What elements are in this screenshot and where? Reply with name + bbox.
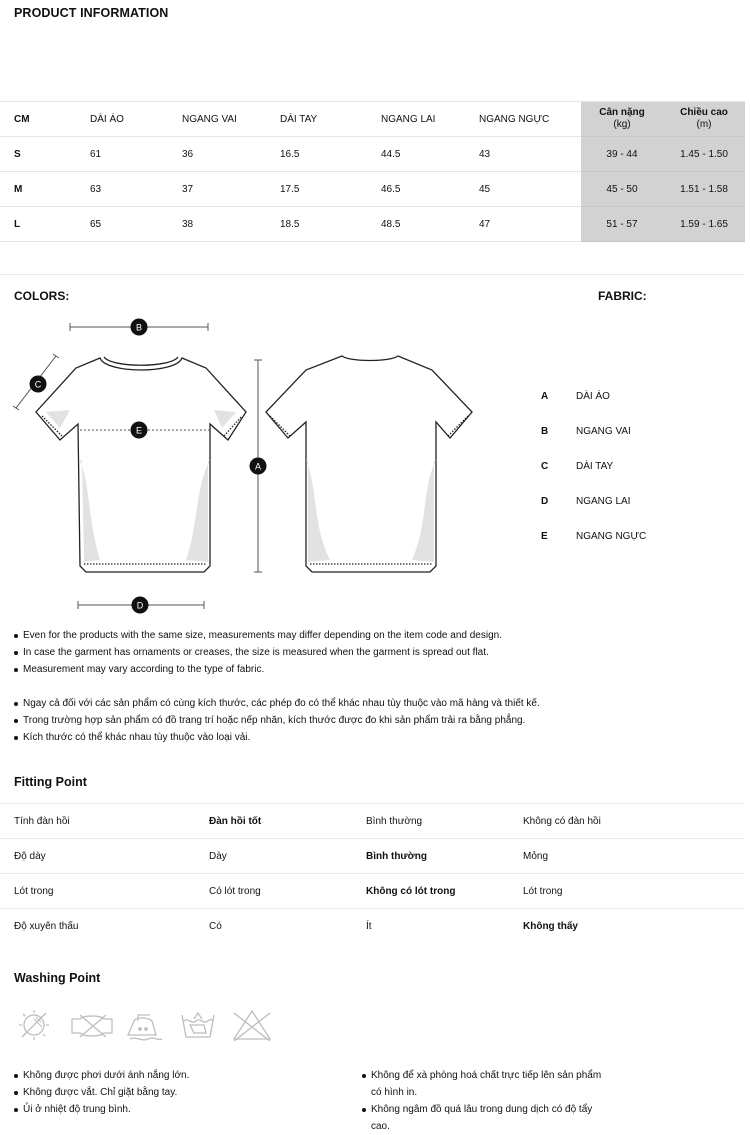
- fitting-option: Dày: [195, 839, 352, 874]
- size-cell: 65: [76, 207, 168, 242]
- fitting-option-selected: Không có lót trong: [352, 874, 509, 909]
- size-cell: 1.59 - 1.65: [663, 207, 745, 242]
- weight-unit: (kg): [613, 119, 631, 130]
- size-cell: 51 - 57: [581, 207, 663, 242]
- no-sun-dry-icon: [12, 1005, 66, 1045]
- legend-item: [541, 496, 646, 531]
- colors-label: COLORS:: [14, 289, 70, 303]
- note-item: Kích thước có thể khác nhau tùy thuộc vào loại vải.: [14, 729, 540, 746]
- wash-note: Không được phơi dưới ánh nắng lớn.: [14, 1067, 189, 1084]
- fitting-row: [0, 804, 745, 839]
- header-cm: CM: [0, 102, 76, 137]
- marker-a-label: A: [254, 461, 262, 472]
- legend-key: B: [541, 426, 549, 437]
- tshirt-back: [266, 356, 472, 572]
- wash-icons: [12, 1005, 282, 1045]
- fitting-option: Bình thường: [352, 804, 509, 839]
- legend-item: [541, 426, 646, 461]
- legend-key: C: [541, 461, 549, 472]
- hand-wash-icon: [174, 1005, 228, 1045]
- fabric-label: FABRIC:: [598, 289, 647, 303]
- measurement-legend: [541, 391, 646, 566]
- note-item: In case the garment has ornaments or creases, the size is measured when the garment is spread out flat.: [14, 644, 502, 661]
- wash-note: Không ngâm đồ quá lâu trong dung dịch có độ tẩy cao.: [362, 1101, 612, 1135]
- legend-item: [541, 391, 646, 426]
- fitting-label: Độ xuyên thấu: [0, 909, 195, 944]
- size-cell: 48.5: [367, 207, 465, 242]
- fitting-option: Ít: [352, 909, 509, 944]
- size-cell: 39 - 44: [581, 137, 663, 172]
- washing-point-title: Washing Point: [14, 971, 101, 985]
- header-height: [663, 102, 745, 137]
- fitting-option: Mỏng: [509, 839, 745, 874]
- header-ngang-nguc: NGANG NGỰC: [465, 102, 581, 137]
- legend-item: [541, 461, 646, 496]
- note-item: Measurement may vary according to the type of fabric.: [14, 661, 502, 678]
- size-cell: S: [0, 137, 76, 172]
- header-dai-ao: DÀI ÁO: [76, 102, 168, 137]
- marker-b-label: B: [135, 322, 143, 333]
- size-cell: 17.5: [266, 172, 367, 207]
- legend-label: NGANG LAI: [576, 496, 631, 507]
- no-bleach-icon: [228, 1005, 282, 1045]
- weight-label: Cân nặng: [599, 107, 645, 118]
- tshirt-front: [36, 357, 246, 572]
- legend-label: NGANG NGỰC: [576, 531, 647, 542]
- header-weight: [581, 102, 663, 137]
- size-cell: 46.5: [367, 172, 465, 207]
- legend-key: A: [541, 391, 549, 402]
- fitting-option-selected: Không thấy: [509, 909, 745, 944]
- notes-english: [14, 627, 502, 678]
- size-cell: 37: [168, 172, 266, 207]
- wash-note: Không được vắt. Chỉ giặt bằng tay.: [14, 1084, 189, 1101]
- marker-d-label: D: [136, 600, 144, 611]
- size-cell: 45: [465, 172, 581, 207]
- marker-e-label: E: [135, 425, 143, 436]
- size-table-header: [0, 102, 745, 137]
- fitting-option-selected: Đàn hồi tốt: [195, 804, 352, 839]
- fitting-option: Không có đàn hồi: [509, 804, 745, 839]
- medium-iron-icon: [120, 1005, 174, 1045]
- size-cell: L: [0, 207, 76, 242]
- size-row-s: [0, 137, 745, 172]
- no-wring-icon: [66, 1005, 120, 1045]
- header-ngang-vai: NGANG VAI: [168, 102, 266, 137]
- tshirt-measurement-diagram: [0, 310, 520, 620]
- legend-label: DÀI ÁO: [576, 391, 610, 402]
- fitting-label: Độ dày: [0, 839, 195, 874]
- size-row-l: [0, 207, 745, 242]
- marker-a: [250, 458, 267, 475]
- page-title: PRODUCT INFORMATION: [14, 6, 169, 20]
- notes-vietnamese: [14, 695, 540, 746]
- height-label: Chiều cao: [680, 107, 728, 118]
- marker-d: [132, 597, 149, 614]
- size-row-m: [0, 172, 745, 207]
- legend-key: E: [541, 531, 548, 542]
- note-item: Even for the products with the same size, measurements may differ depending on the item code and design.: [14, 627, 502, 644]
- size-cell: 43: [465, 137, 581, 172]
- size-cell: 16.5: [266, 137, 367, 172]
- legend-label: NGANG VAI: [576, 426, 631, 437]
- fitting-point-title: Fitting Point: [14, 775, 87, 789]
- fitting-option: Lót trong: [509, 874, 745, 909]
- fitting-row: [0, 909, 745, 944]
- size-cell: 45 - 50: [581, 172, 663, 207]
- marker-c: [30, 376, 47, 393]
- marker-c-label: C: [34, 379, 42, 390]
- size-cell: 1.51 - 1.58: [663, 172, 745, 207]
- size-table: [0, 101, 745, 242]
- header-ngang-lai: NGANG LAI: [367, 102, 465, 137]
- size-cell: 18.5: [266, 207, 367, 242]
- fitting-option: Có: [195, 909, 352, 944]
- height-unit: (m): [696, 119, 712, 130]
- size-cell: 63: [76, 172, 168, 207]
- wash-notes-left: [14, 1067, 189, 1118]
- legend-item: [541, 531, 646, 566]
- fitting-option-selected: Bình thường: [352, 839, 509, 874]
- size-cell: 1.45 - 1.50: [663, 137, 745, 172]
- fitting-row: [0, 874, 745, 909]
- wash-note: Ủi ở nhiệt độ trung bình.: [14, 1101, 189, 1118]
- note-item: Ngay cả đối với các sản phẩm có cùng kích thước, các phép đo có thể khác nhau tùy thuộc vào mã hàng và thiết kế.: [14, 695, 540, 712]
- fitting-row: [0, 839, 745, 874]
- size-cell: M: [0, 172, 76, 207]
- wash-notes-right: [362, 1067, 612, 1135]
- fitting-table: [0, 803, 745, 944]
- size-cell: 47: [465, 207, 581, 242]
- note-item: Trong trường hợp sản phẩm có đồ trang trí hoặc nếp nhăn, kích thước được đo khi sản phẩm trải ra bằng phẳng.: [14, 712, 540, 729]
- marker-e: [131, 422, 148, 439]
- wash-note: Không để xà phòng hoá chất trực tiếp lên sản phẩm có hình in.: [362, 1067, 612, 1101]
- fitting-label: Tính đàn hồi: [0, 804, 195, 839]
- size-cell: 61: [76, 137, 168, 172]
- header-dai-tay: DÀI TAY: [266, 102, 367, 137]
- section-divider: [0, 274, 745, 275]
- legend-key: D: [541, 496, 549, 507]
- fitting-label: Lót trong: [0, 874, 195, 909]
- legend-label: DÀI TAY: [576, 461, 614, 472]
- fitting-option: Có lót trong: [195, 874, 352, 909]
- size-cell: 44.5: [367, 137, 465, 172]
- size-cell: 38: [168, 207, 266, 242]
- size-cell: 36: [168, 137, 266, 172]
- marker-b: [131, 319, 148, 336]
